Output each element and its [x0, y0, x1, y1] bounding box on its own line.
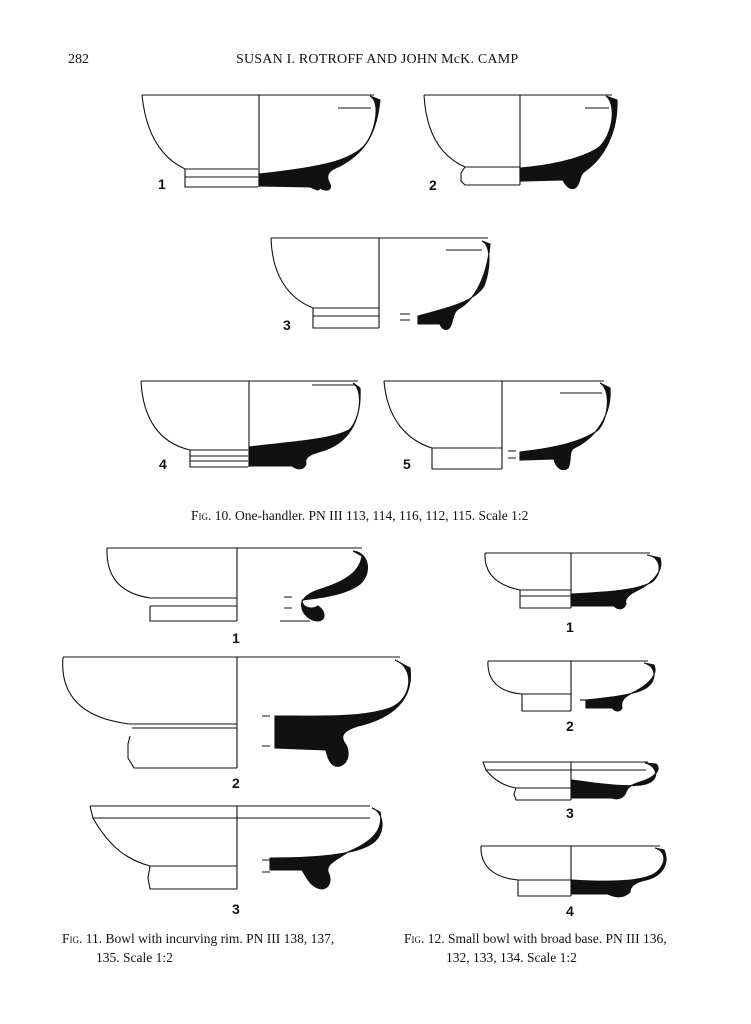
fig11-vessel-2-drawing: [63, 657, 411, 768]
fig10-caption-label: Fig. 10.: [191, 508, 232, 523]
fig12-caption-line-1: [404, 929, 734, 948]
fig10-vessel-2-drawing: [424, 95, 617, 189]
fig10-item-label-5: 5: [403, 456, 411, 472]
fig12-caption-label: Fig. 12.: [404, 931, 445, 946]
fig10-item-label-3: 3: [283, 317, 291, 333]
fig10-vessel-5-drawing: [384, 381, 610, 470]
fig11-vessel-3-drawing: [90, 806, 382, 889]
fig12-caption-line-2: 132, 133, 134. Scale 1:2: [446, 950, 577, 965]
fig10-caption-text: One-handler. PN III 113, 114, 116, 112, 115. Scale 1:2: [235, 508, 529, 523]
fig12-vessel-2-drawing: [488, 661, 655, 711]
fig12-item-label-2: 2: [566, 718, 574, 734]
page-number: 282: [68, 52, 89, 67]
fig12-item-label-4: 4: [566, 903, 574, 919]
fig12-vessel-4-drawing: [481, 846, 666, 897]
fig10-item-label-1: 1: [158, 176, 166, 192]
fig11-caption: [62, 929, 382, 967]
fig12-vessel-1-drawing: [485, 553, 661, 609]
fig11-item-label-1: 1: [232, 630, 240, 646]
fig11-caption-line-1: [62, 929, 382, 948]
fig11-caption-text-1: Bowl with incurving rim. PN III 138, 137,: [105, 931, 335, 946]
fig12-item-label-3: 3: [566, 805, 574, 821]
running-head-authors: SUSAN I. ROTROFF AND JOHN McK. CAMP: [236, 52, 519, 67]
fig11-caption-line-2: 135. Scale 1:2: [96, 950, 173, 965]
fig12-caption-text-1: Small bowl with broad base. PN III 136,: [448, 931, 667, 946]
fig11-item-label-3: 3: [232, 901, 240, 917]
fig11-item-label-2: 2: [232, 775, 240, 791]
fig10-item-label-2: 2: [429, 177, 437, 193]
fig12-item-label-1: 1: [566, 619, 574, 635]
fig11-vessel-1-drawing: [107, 548, 368, 621]
fig10-vessel-3-drawing: [271, 238, 490, 329]
fig10-vessel-4-drawing: [141, 381, 360, 469]
fig10-caption: [191, 506, 528, 525]
fig11-caption-label: Fig. 11.: [62, 931, 103, 946]
fig12-vessel-3-drawing: [483, 762, 658, 800]
fig10-vessel-1-drawing: [142, 95, 380, 190]
fig12-caption: [404, 929, 734, 967]
fig10-item-label-4: 4: [159, 456, 167, 472]
